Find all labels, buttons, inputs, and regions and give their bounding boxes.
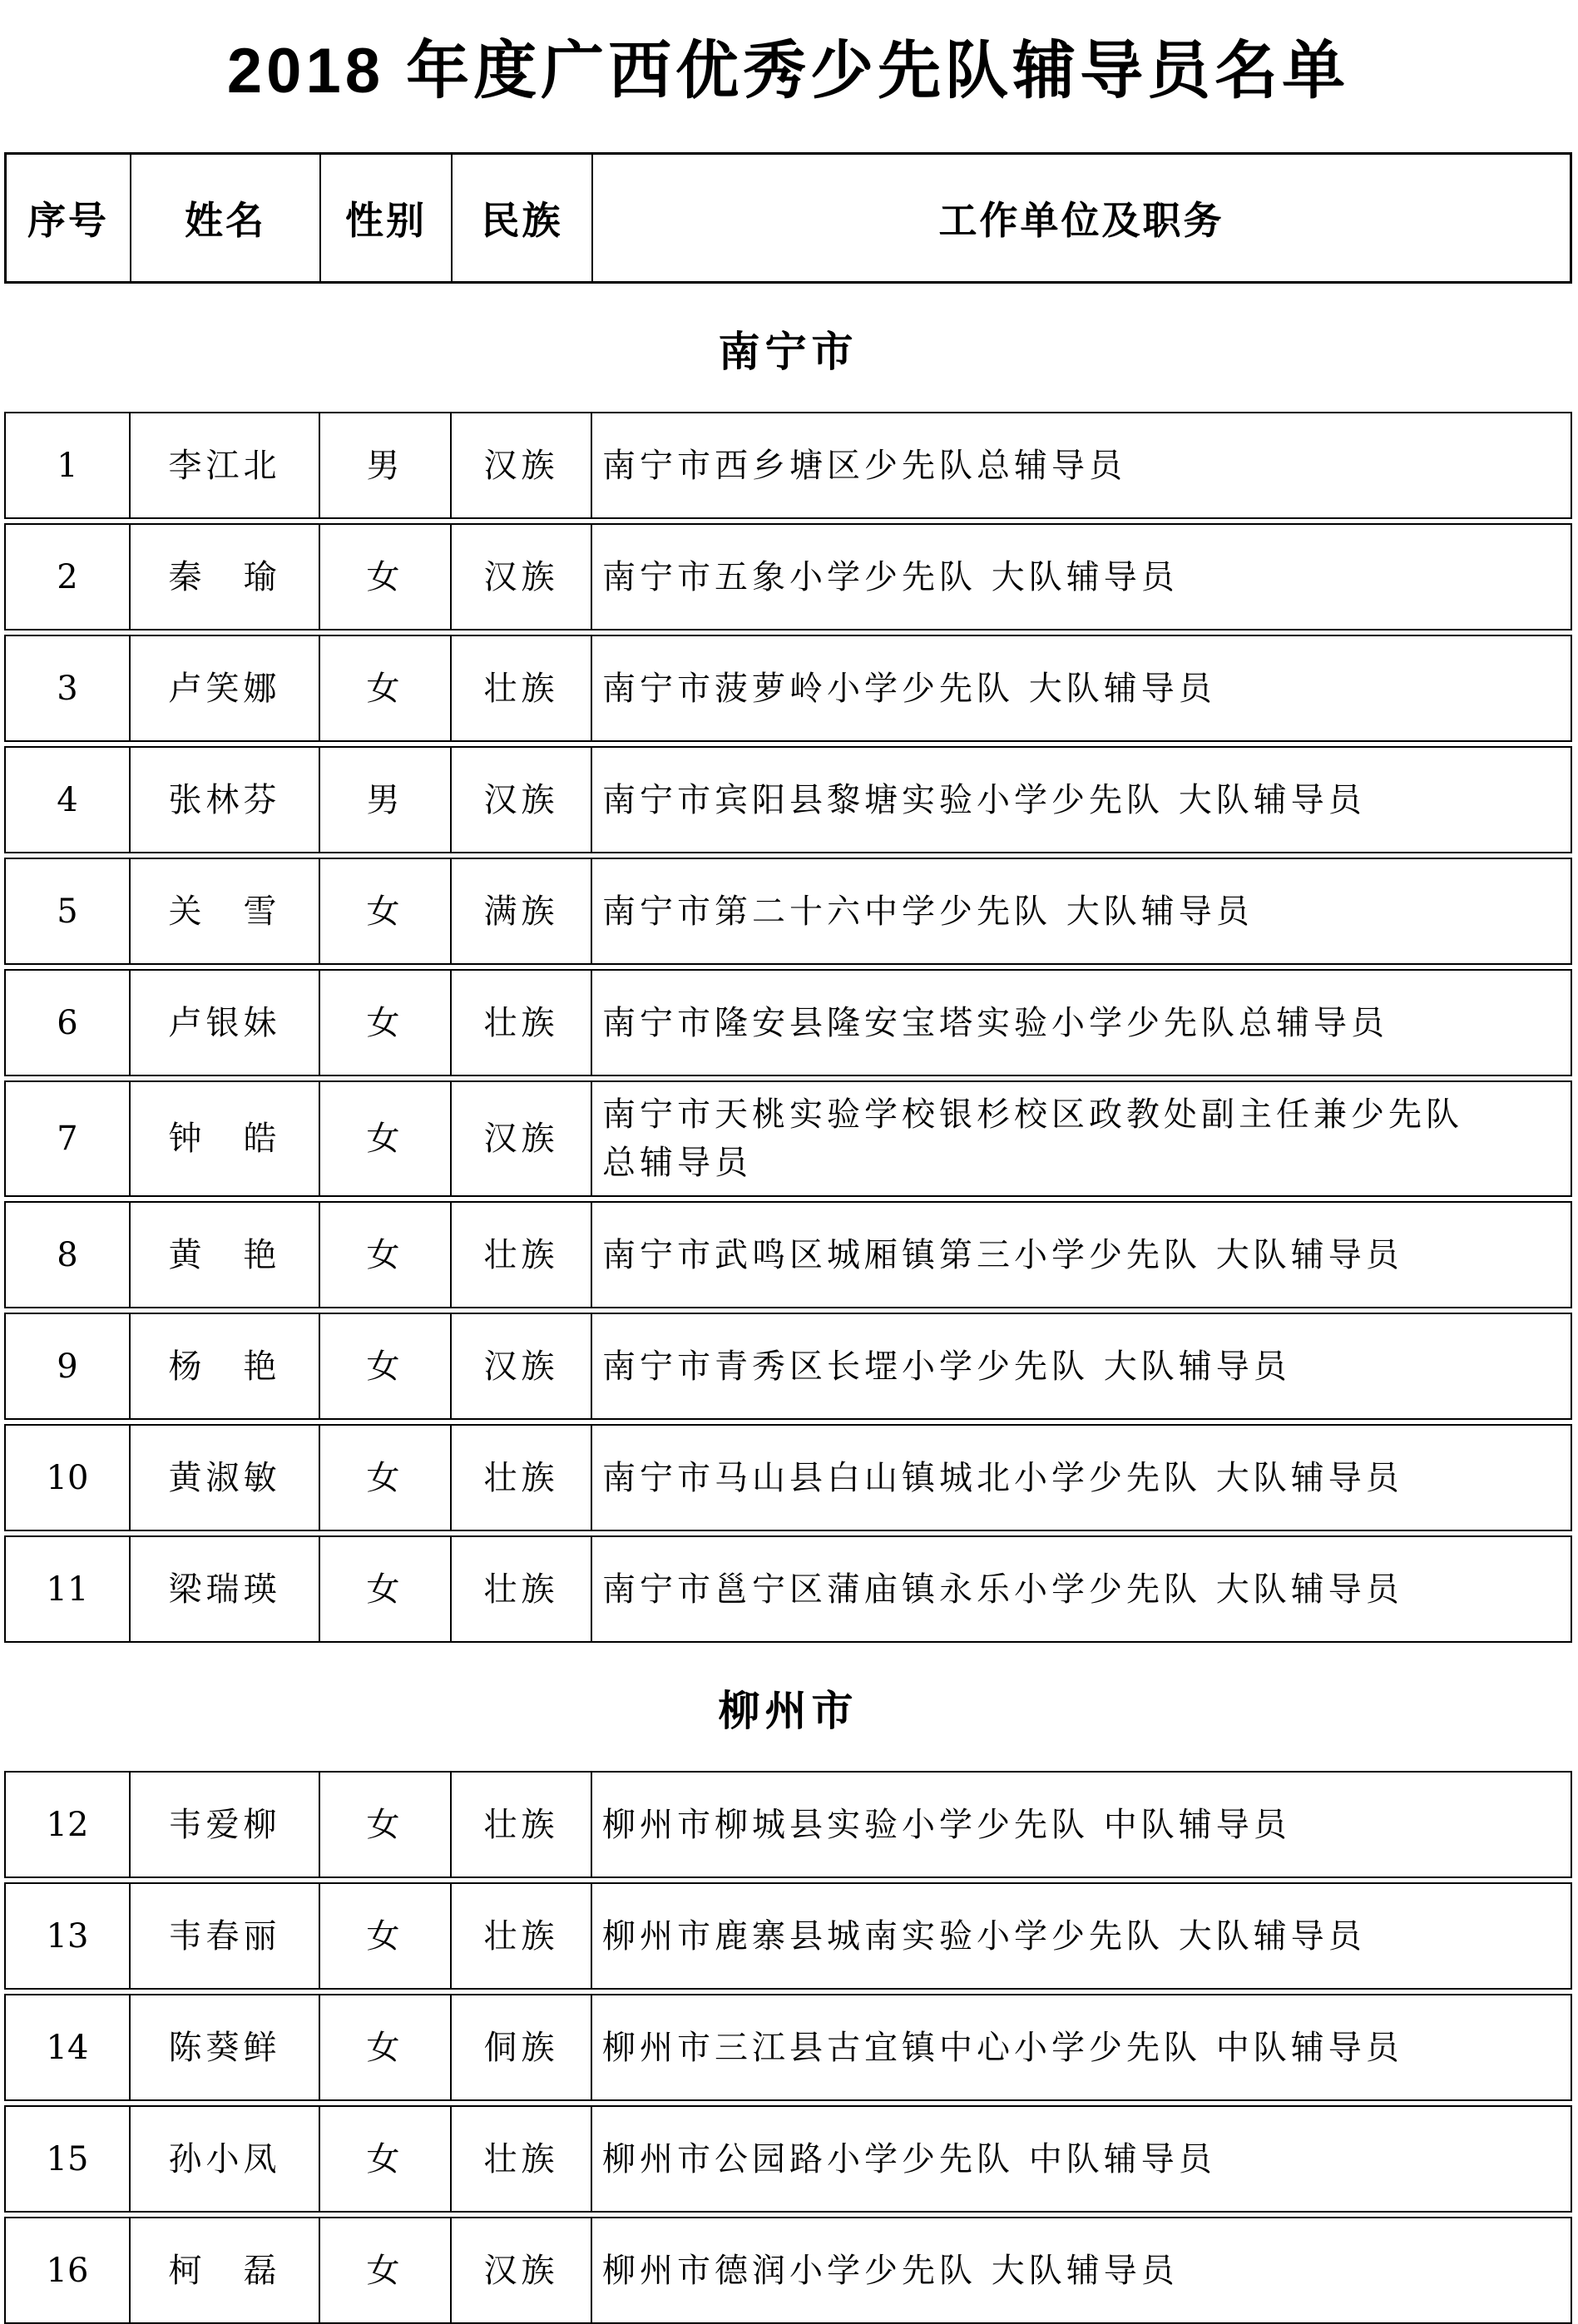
cell-gender: 女: [319, 2218, 450, 2322]
cell-gender: 女: [319, 525, 450, 629]
table-row: [4, 1313, 1572, 1420]
cell-name: 韦春丽: [129, 1884, 319, 1988]
column-header-gender: 性别: [319, 155, 451, 281]
cell-name: 柯 磊: [129, 2218, 319, 2322]
table-row: [4, 1535, 1572, 1643]
cell-gender: 女: [319, 1426, 450, 1530]
section-table: [4, 412, 1572, 1643]
table-section: [4, 319, 1572, 1643]
cell-name: 钟 皓: [129, 1082, 319, 1195]
cell-gender: 女: [319, 1537, 450, 1641]
cell-gender: 女: [319, 1203, 450, 1307]
cell-name: 陈葵鲜: [129, 1995, 319, 2099]
cell-name: 卢银妹: [129, 971, 319, 1075]
cell-serial: 14: [46, 2028, 89, 2067]
cell-serial: 2: [57, 557, 78, 596]
cell-unit: 南宁市五象小学少先队 大队辅导员: [591, 525, 1571, 629]
column-header-serial: 序号: [27, 199, 109, 242]
table-row: [4, 2105, 1572, 2213]
cell-name: 黄 艳: [129, 1203, 319, 1307]
cell-name: 张林芬: [129, 748, 319, 852]
table-row: [4, 1424, 1572, 1531]
cell-gender: 女: [319, 1773, 450, 1877]
column-header-name: 姓名: [130, 155, 319, 281]
cell-ethnicity: 满族: [450, 859, 591, 963]
cell-ethnicity: 壮族: [450, 1773, 591, 1877]
section-table: [4, 1771, 1572, 2324]
table-row: [4, 2217, 1572, 2324]
cell-serial: 12: [46, 1805, 89, 1844]
cell-unit: 南宁市天桃实验学校银杉校区政教处副主任兼少先队总辅导员: [591, 1082, 1571, 1195]
cell-serial: 16: [46, 2251, 89, 2290]
cell-unit: 柳州市三江县古宜镇中心小学少先队 中队辅导员: [591, 1995, 1571, 2099]
table-row: [4, 1882, 1572, 1990]
cell-unit: 南宁市第二十六中学少先队 大队辅导员: [591, 859, 1571, 963]
cell-serial: 15: [46, 2139, 89, 2178]
cell-serial: 11: [46, 1570, 89, 1609]
cell-ethnicity: 壮族: [450, 1537, 591, 1641]
cell-unit: 柳州市柳城县实验小学少先队 中队辅导员: [591, 1773, 1571, 1877]
cell-unit: 南宁市隆安县隆安宝塔实验小学少先队总辅导员: [591, 971, 1571, 1075]
cell-ethnicity: 汉族: [450, 1082, 591, 1195]
table-row: [4, 412, 1572, 519]
cell-ethnicity: 壮族: [450, 2107, 591, 2211]
cell-name: 李江北: [129, 413, 319, 517]
table-row: [4, 969, 1572, 1076]
cell-serial: 8: [57, 1235, 78, 1274]
cell-gender: 男: [319, 748, 450, 852]
table-row: [4, 1771, 1572, 1878]
cell-unit: 南宁市青秀区长堽小学少先队 大队辅导员: [591, 1314, 1571, 1418]
cell-gender: 女: [319, 1082, 450, 1195]
cell-gender: 男: [319, 413, 450, 517]
cell-serial: 9: [57, 1347, 78, 1386]
cell-unit: 柳州市德润小学少先队 大队辅导员: [591, 2218, 1571, 2322]
column-header-unit: 工作单位及职务: [591, 155, 1570, 281]
table-section: [4, 1678, 1572, 2324]
cell-ethnicity: 汉族: [450, 413, 591, 517]
cell-name: 梁瑞瑛: [129, 1537, 319, 1641]
cell-serial: 1: [57, 446, 78, 485]
cell-serial: 4: [57, 780, 78, 819]
cell-ethnicity: 壮族: [450, 1884, 591, 1988]
table-sections: [4, 319, 1572, 2324]
cell-serial: 13: [46, 1916, 89, 1956]
page-title: 2018 年度广西优秀少先队辅导员名单: [226, 36, 1350, 106]
cell-gender: 女: [319, 2107, 450, 2211]
table-row: [4, 858, 1572, 965]
cell-serial: 6: [57, 1003, 78, 1042]
section-heading: 南宁市: [718, 329, 858, 375]
cell-unit: 南宁市宾阳县黎塘实验小学少先队 大队辅导员: [591, 748, 1571, 852]
cell-unit: 南宁市邕宁区蒲庙镇永乐小学少先队 大队辅导员: [591, 1537, 1571, 1641]
cell-serial: 3: [57, 669, 78, 708]
table-row: [4, 1201, 1572, 1308]
cell-ethnicity: 汉族: [450, 525, 591, 629]
table-header-row: [4, 152, 1572, 284]
cell-serial: 5: [57, 892, 78, 931]
cell-serial: 10: [46, 1458, 89, 1497]
cell-serial: 7: [57, 1120, 78, 1158]
cell-gender: 女: [319, 859, 450, 963]
cell-ethnicity: 壮族: [450, 1426, 591, 1530]
cell-gender: 女: [319, 1884, 450, 1988]
cell-name: 杨 艳: [129, 1314, 319, 1418]
cell-name: 孙小凤: [129, 2107, 319, 2211]
cell-name: 关 雪: [129, 859, 319, 963]
cell-ethnicity: 壮族: [450, 971, 591, 1075]
table-row: [4, 1994, 1572, 2101]
section-heading: 柳州市: [718, 1688, 858, 1734]
cell-ethnicity: 汉族: [450, 2218, 591, 2322]
cell-unit: 南宁市西乡塘区少先队总辅导员: [591, 413, 1571, 517]
cell-ethnicity: 侗族: [450, 1995, 591, 2099]
cell-ethnicity: 汉族: [450, 748, 591, 852]
cell-name: 卢笑娜: [129, 636, 319, 740]
table-row: [4, 1080, 1572, 1197]
cell-ethnicity: 壮族: [450, 1203, 591, 1307]
cell-ethnicity: 壮族: [450, 636, 591, 740]
table-row: [4, 746, 1572, 853]
cell-gender: 女: [319, 636, 450, 740]
cell-unit: 南宁市菠萝岭小学少先队 大队辅导员: [591, 636, 1571, 740]
cell-gender: 女: [319, 1995, 450, 2099]
column-header-ethnicity: 民族: [451, 155, 591, 281]
cell-unit: 南宁市武鸣区城厢镇第三小学少先队 大队辅导员: [591, 1203, 1571, 1307]
cell-name: 黄淑敏: [129, 1426, 319, 1530]
table-row: [4, 635, 1572, 742]
table-row: [4, 523, 1572, 630]
cell-name: 秦 瑜: [129, 525, 319, 629]
cell-gender: 女: [319, 971, 450, 1075]
cell-unit: 南宁市马山县白山镇城北小学少先队 大队辅导员: [591, 1426, 1571, 1530]
cell-unit: 柳州市鹿寨县城南实验小学少先队 大队辅导员: [591, 1884, 1571, 1988]
cell-unit: 柳州市公园路小学少先队 中队辅导员: [591, 2107, 1571, 2211]
cell-ethnicity: 汉族: [450, 1314, 591, 1418]
cell-gender: 女: [319, 1314, 450, 1418]
cell-name: 韦爱柳: [129, 1773, 319, 1877]
